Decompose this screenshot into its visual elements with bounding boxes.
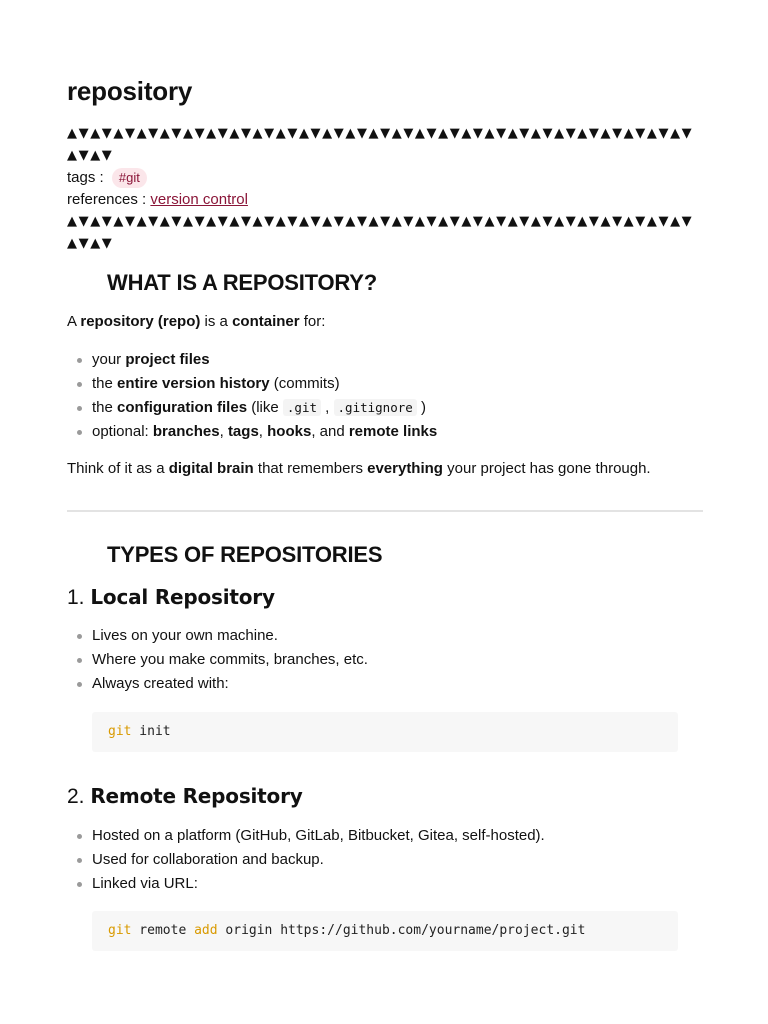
page-title: repository xyxy=(67,76,193,106)
list-item: Linked via URL: xyxy=(92,872,702,896)
remote-repository-list xyxy=(67,824,702,896)
references-label: references : xyxy=(67,191,147,208)
triangle-divider-top xyxy=(67,123,703,167)
triangle-row: ▲▼▲▼▲▼▲▼▲▼▲▼▲▼▲▼▲▼▲▼▲▼▲▼▲▼▲▼▲▼▲▼▲▼▲▼▲▼▲▼▲▼▲▼▲▼▲▼▲▼▲▼▲▼▲▼▲▼ xyxy=(67,214,694,251)
tags-label: tags : xyxy=(67,169,104,186)
list-item: optional: branches, tags, hooks, and remote links xyxy=(92,420,702,444)
inline-code: .git xyxy=(283,399,321,416)
list-item: Where you make commits, branches, etc. xyxy=(92,648,702,672)
subheading-local-repository: 1. Local Repository xyxy=(67,585,275,609)
subheading-remote-repository: 2. Remote Repository xyxy=(67,784,303,808)
outro-paragraph: Think of it as a digital brain that remembers everything your project has gone through. xyxy=(67,460,651,477)
list-item: the configuration files (like .git , .gitignore ) xyxy=(92,396,702,420)
repository-contents-list xyxy=(67,348,702,444)
tags-row xyxy=(67,167,147,189)
local-repository-list xyxy=(67,624,702,696)
reference-link-version-control[interactable]: version control xyxy=(150,191,248,208)
tag-git[interactable]: #git xyxy=(112,168,147,188)
list-item: Used for collaboration and backup. xyxy=(92,848,702,872)
inline-code: .gitignore xyxy=(334,399,417,416)
list-item: your project files xyxy=(92,348,702,372)
list-item: Hosted on a platform (GitHub, GitLab, Bitbucket, Gitea, self-hosted). xyxy=(92,824,702,848)
horizontal-rule xyxy=(67,510,703,512)
list-item: the entire version history (commits) xyxy=(92,372,702,396)
code-block-git-init: git init xyxy=(92,712,678,752)
code-block-git-remote-add: git remote add origin https://github.com/yourname/project.git xyxy=(92,911,678,951)
list-item: Lives on your own machine. xyxy=(92,624,702,648)
section-heading-what-is: WHAT IS A REPOSITORY? xyxy=(107,270,377,295)
triangle-row: ▲▼▲▼▲▼▲▼▲▼▲▼▲▼▲▼▲▼▲▼▲▼▲▼▲▼▲▼▲▼▲▼▲▼▲▼▲▼▲▼▲▼▲▼▲▼▲▼▲▼▲▼▲▼▲▼▲▼ xyxy=(67,126,694,163)
section-heading-types: TYPES OF REPOSITORIES xyxy=(107,542,383,567)
triangle-divider-bottom xyxy=(67,211,703,255)
list-item: Always created with: xyxy=(92,672,702,696)
references-row xyxy=(67,189,248,211)
intro-paragraph: A repository (repo) is a container for: xyxy=(67,313,326,330)
